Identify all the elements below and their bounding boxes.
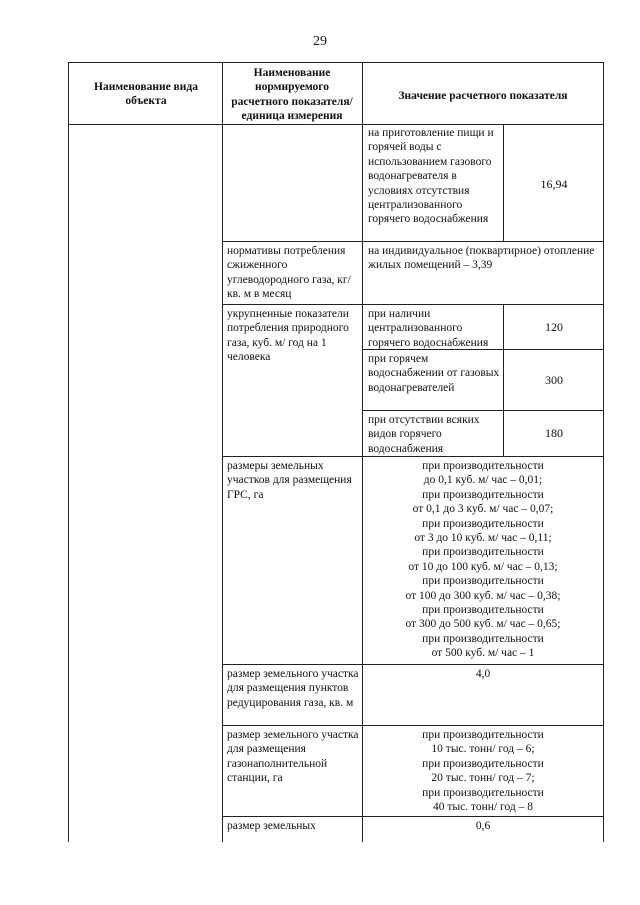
row6-line: 20 тыс. тонн/ год – 7; (431, 772, 535, 785)
row6-line: 10 тыс. тонн/ год – 6; (431, 743, 535, 756)
row4-line: от 10 до 100 куб. м/ час – 0,13; (408, 560, 558, 573)
row3-sub1-condition: при наличии централизованного горячего водоснабжения (368, 308, 489, 349)
row-divider (362, 410, 604, 411)
row2-value: на индивидуальное (поквартирное) отопление жилых помещений – 3,39 (368, 245, 595, 272)
page-number: 29 (313, 34, 327, 49)
row7-value: 0,6 (475, 820, 491, 832)
column-divider (222, 62, 223, 842)
row4-line: при производительности (422, 575, 544, 588)
value-subdivider (503, 124, 504, 241)
row-divider (222, 725, 604, 726)
row5-value: 4,0 (475, 668, 491, 680)
header-indicator-value: Значение расчетного показателя (398, 90, 568, 102)
table-right-border (603, 62, 604, 842)
row4-line: до 0,1 куб. м/ час – 0,01; (423, 474, 543, 487)
row7-indicator-name: размер земельных (227, 820, 316, 832)
row1-value: 16,94 (540, 177, 568, 191)
row-divider (222, 816, 604, 817)
header-indicator-name: Наименование нормируемого расчетного показателя/ единица измерения (231, 67, 353, 123)
row-divider (222, 304, 604, 305)
row4-line: при производительности (422, 632, 544, 645)
row4-values (366, 459, 600, 661)
row4-line: от 500 куб. м/ час – 1 (431, 647, 535, 660)
row2-indicator-name: нормативы потребления сжиженного углеводородного газа, кг/ кв. м в месяц (227, 245, 351, 301)
row1-condition: на приготовление пищи и горячей воды с использованием газового водонагревателя в условиях отсутствия централизованного горячего водоснабжения (368, 127, 494, 226)
header-object-type: Наименование вида объекта (94, 81, 198, 108)
row3-indicator-name: укрупненные показатели потребления природного газа, куб. м/ год на 1 человека (227, 308, 349, 364)
row4-line: при производительности (422, 460, 544, 472)
row6-line: при производительности (422, 757, 544, 770)
row5-indicator-name: размер земельного участка для размещения пунктов редуцирования газа, кв. м (227, 668, 359, 709)
row-divider (222, 241, 604, 242)
row3-sub2-value: 300 (545, 373, 563, 387)
row4-line: при производительности (422, 488, 544, 501)
row3-sub1-value: 120 (545, 320, 563, 334)
column-divider (362, 62, 363, 842)
row6-line: 40 тыс. тонн/ год – 8 (433, 801, 533, 814)
row4-line: от 300 до 500 куб. м/ час – 0,65; (405, 618, 561, 631)
row6-line: при производительности (422, 729, 544, 741)
header-bottom-border (68, 124, 604, 125)
table-left-border (68, 62, 69, 842)
row3-sub3-value: 180 (545, 426, 563, 440)
row4-line: от 0,1 до 3 куб. м/ час – 0,07; (412, 503, 554, 516)
row4-line: от 100 до 300 куб. м/ час – 0,38; (405, 589, 561, 602)
row6-line: при производительности (422, 786, 544, 799)
row4-indicator-name: размеры земельных участков для размещения ГРС, га (227, 460, 352, 501)
row4-line: при производительности (422, 517, 544, 530)
row4-line: при производительности (422, 604, 544, 617)
row3-sub3-condition: при отсутствии всяких видов горячего водоснабжения (368, 414, 480, 455)
row3-sub2-condition: при горячем водоснабжении от газовых водонагревателей (368, 353, 500, 394)
row6-indicator-name: размер земельного участка для размещения газонаполнительной станции, га (227, 729, 359, 785)
row6-values (366, 728, 600, 814)
table-top-border (68, 62, 604, 63)
row-divider (222, 664, 604, 665)
value-subdivider (503, 304, 504, 456)
row4-line: от 3 до 10 куб. м/ час – 0,11; (414, 532, 552, 545)
row4-line: при производительности (422, 546, 544, 559)
